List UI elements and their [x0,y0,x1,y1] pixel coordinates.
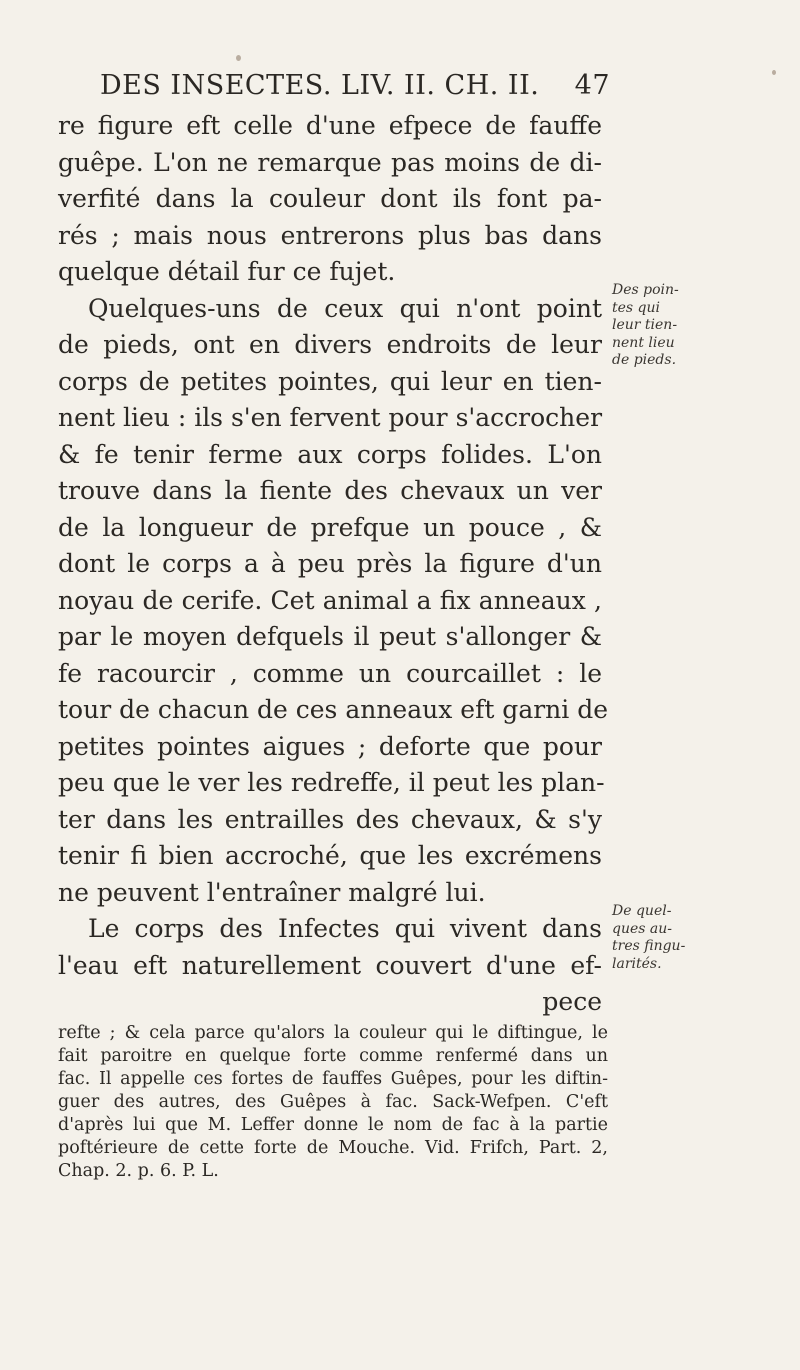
text-line: re figure eft celle d'une efpece de fauffe [58,111,602,140]
paper-speck [772,70,776,75]
footnote [58,1022,608,1183]
margin-note-singularites [612,903,702,973]
paper-speck [236,55,241,61]
main-text [58,108,609,1021]
page-number: 47 [574,70,610,101]
text-line: verfité dans la couleur dont ils font pa- [58,184,602,213]
margin-note-line: leur tien- [612,317,678,333]
margin-note-line: nent lieu [612,334,675,351]
footnote-line: fac. Il appelle ces fortes de fauffes Guêpes, pour les diftin- [58,1069,608,1089]
text-line: tour de chacun de ces anneaux eft garni de [58,695,609,724]
text-line: tenir fi bien accroché, que les excrémens [58,841,602,870]
text-line: de pieds, ont en divers endroits de leur [58,330,602,359]
text-line: peu que le ver les redreffe, il peut les plan- [58,768,605,797]
margin-note-line: tes qui [612,299,661,316]
text-line: trouve dans la fiente des chevaux un ver [58,476,602,505]
footnote-line: d'après lui que M. Leffer donne le nom de fac à la partie [58,1115,608,1135]
margin-note-line: De quel- [612,903,672,919]
footnote-line: fait paroitre en quelque forte comme renfermé dans un [58,1046,608,1066]
text-line: de la longueur de prefque un pouce , & [58,512,602,542]
text-line: corps de petites pointes, qui leur en tien- [58,366,602,396]
text-line: fe racourcir , comme un courcaillet : le [58,658,602,688]
margin-note-line: ques au- [612,920,672,937]
margin-note-line: larités. [612,955,662,972]
margin-note-line: Des poin- [612,282,679,298]
text-line: par le moyen defquels il peut s'allonger & [58,622,602,651]
margin-note-pieds [612,282,702,370]
text-line: guêpe. L'on ne remarque pas moins de di- [58,147,602,177]
text-line: petites pointes aigues ; deforte que pour [58,731,602,761]
text-line: quelque détail fur ce fujet. [58,257,396,286]
text-line: l'eau eft naturellement couvert d'une ef- [58,950,602,980]
text-line: rés ; mais nous entrerons plus bas dans [58,220,602,250]
text-line: Le corps des Infectes qui vivent dans [88,914,602,943]
text-line: & fe tenir ferme aux corps folides. L'on [58,439,602,469]
text-line: noyau de cerife. Cet animal a fix anneaux , [58,585,602,615]
footnote-line: refte ; & cela parce qu'alors la couleur qui le diftingue, le [58,1023,608,1043]
footnote-line: guer des autres, des Guêpes à fac. Sack-Wefpen. C'eft [58,1092,608,1112]
margin-note-line: de pieds. [612,352,677,368]
text-line: dont le corps a à peu près la figure d'un [58,549,602,578]
text-line: ne peuvent l'entraîner malgré lui. [58,877,486,907]
running-title: DES INSECTES. LIV. II. CH. II. [100,70,540,101]
footnote-line: Chap. 2. p. 6. P. L. [58,1161,219,1181]
text-line: nent lieu : ils s'en fervent pour s'accrocher [58,403,603,432]
catchword: pece [542,987,602,1016]
text-line: Quelques-uns de ceux qui n'ont point [88,293,602,323]
running-header [100,70,610,101]
text-line: ter dans les entrailles des chevaux, & s'y [58,804,602,834]
margin-note-line: tres fingu- [612,938,686,954]
footnote-line: poftérieure de cette forte de Mouche. Vid. Frifch, Part. 2, [58,1138,608,1158]
